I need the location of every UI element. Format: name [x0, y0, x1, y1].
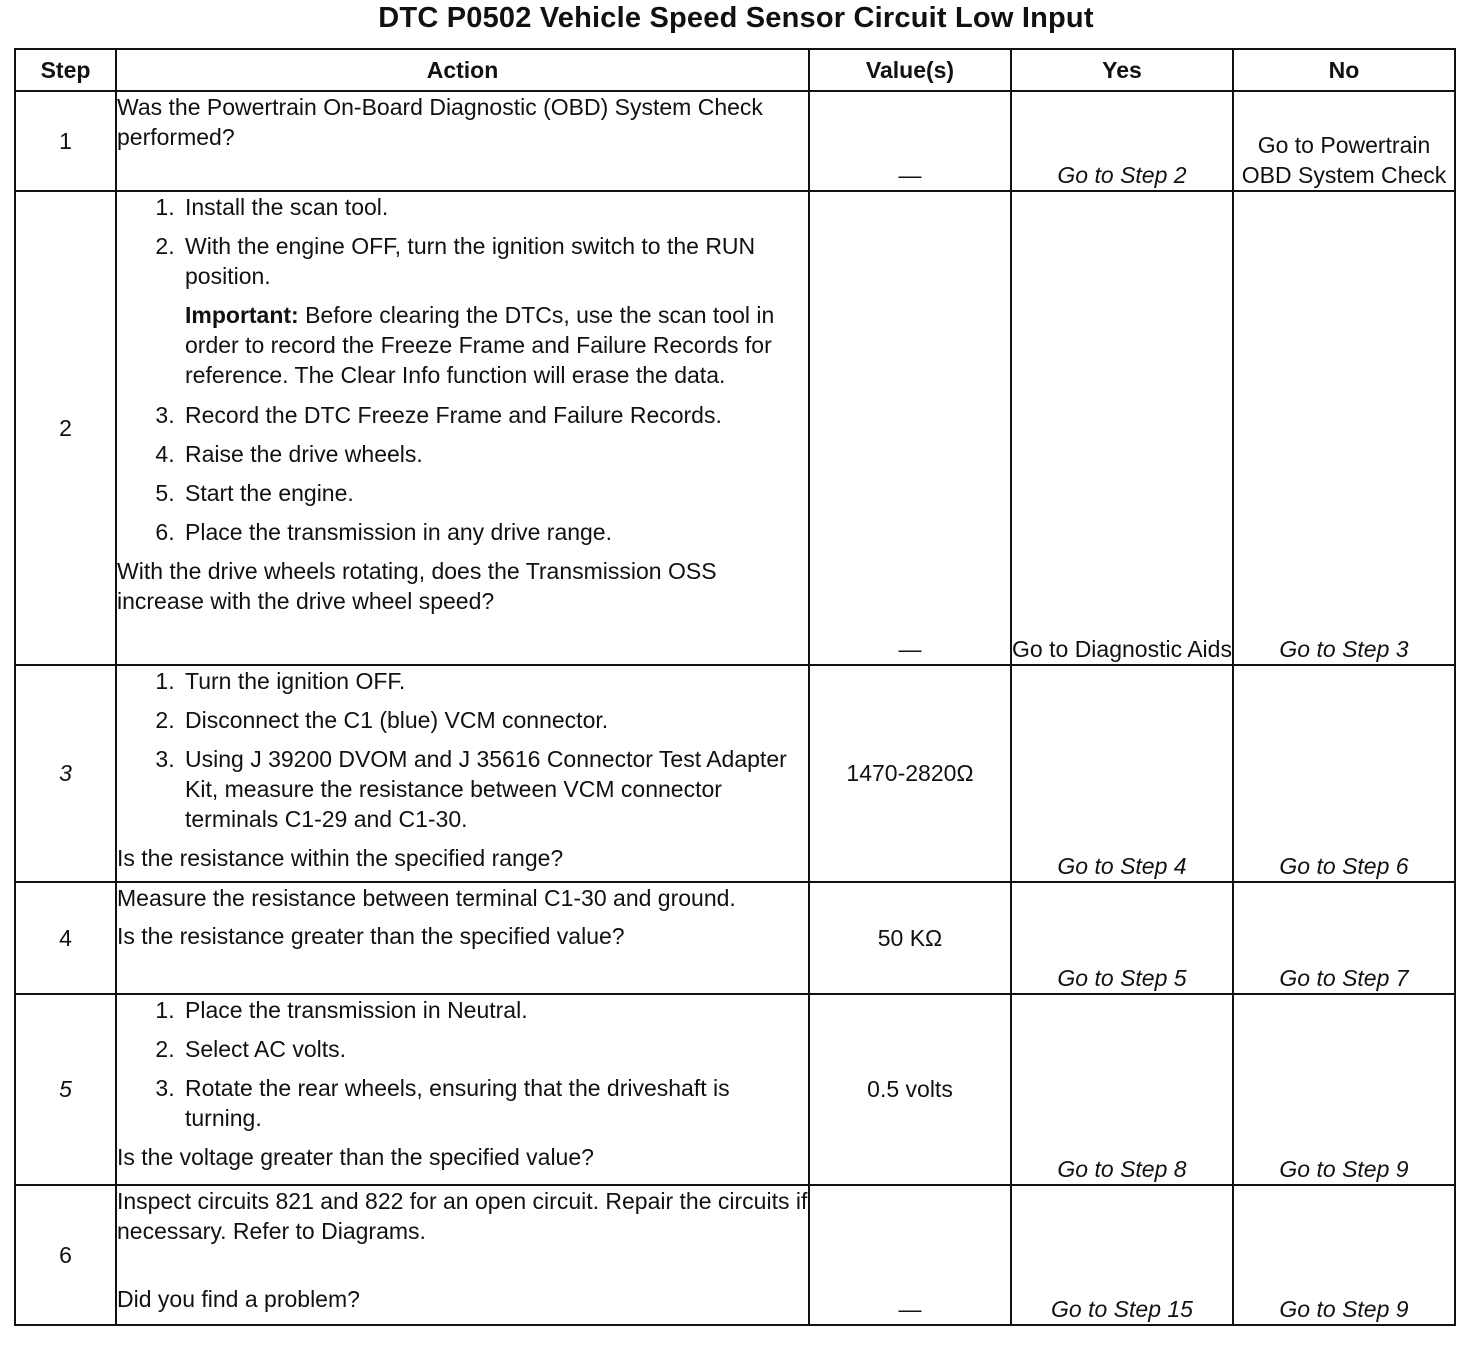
yes-cell: Go to Step 8: [1011, 994, 1233, 1185]
action-question: Is the resistance within the specified range?: [117, 844, 564, 871]
action-cell: [116, 91, 809, 191]
step-number: 2: [15, 191, 116, 665]
action-item: 1. Turn the ignition OFF.: [181, 666, 808, 696]
action-cell: [116, 191, 809, 665]
value-cell: 50 KΩ: [809, 882, 1011, 994]
action-item: 2. Select AC volts.: [181, 1034, 808, 1064]
table-row: [15, 665, 1455, 882]
no-cell: Go to Step 9: [1233, 994, 1455, 1185]
action-cell: [116, 1185, 809, 1326]
value-cell: —: [809, 91, 1011, 191]
value-cell: —: [809, 1185, 1011, 1326]
no-cell: Go to Step 7: [1233, 882, 1455, 994]
no-cell: Go to Step 6: [1233, 665, 1455, 882]
action-item: 2. Disconnect the C1 (blue) VCM connector.: [181, 705, 808, 735]
important-note: [117, 300, 808, 390]
header-action: Action: [116, 49, 809, 91]
action-text: Measure the resistance between terminal C1-30 and ground.: [117, 884, 736, 911]
header-values: Value(s): [809, 49, 1011, 91]
table-row: [15, 91, 1455, 191]
page-title: DTC P0502 Vehicle Speed Sensor Circuit Low Input: [378, 2, 1094, 34]
header-no: No: [1233, 49, 1455, 91]
action-item: 1. Install the scan tool.: [181, 192, 808, 222]
action-item: 4. Raise the drive wheels.: [181, 439, 808, 469]
value-cell: 1470-2820Ω: [809, 665, 1011, 882]
diagnostic-table: [14, 48, 1456, 1326]
action-question: Did you find a problem?: [117, 1285, 360, 1312]
action-item: 5. Start the engine.: [181, 478, 808, 508]
action-list: [117, 995, 808, 1133]
action-text: Was the Powertrain On-Board Diagnostic (OBD) System Check performed?: [117, 94, 763, 150]
action-list: [117, 400, 808, 547]
action-item: 2. With the engine OFF, turn the ignition switch to the RUN position.: [181, 231, 808, 291]
step-number: 5: [15, 994, 116, 1185]
no-cell: Go to Step 9: [1233, 1185, 1455, 1326]
action-cell: [116, 994, 809, 1185]
table-row: [15, 1185, 1455, 1326]
no-cell: Go to Powertrain OBD System Check: [1233, 91, 1455, 191]
action-item: 1. Place the transmission in Neutral.: [181, 995, 808, 1025]
action-question: With the drive wheels rotating, does the Transmission OSS increase with the drive wheel speed?: [117, 558, 717, 615]
action-item: 3. Using J 39200 DVOM and J 35616 Connector Test Adapter Kit, measure the resistance between VCM connector terminals C1-29 and C1-30.: [181, 744, 808, 834]
action-item: 6. Place the transmission in any drive range.: [181, 517, 808, 547]
value-cell: —: [809, 191, 1011, 665]
step-number: 4: [15, 882, 116, 994]
action-cell: [116, 882, 809, 994]
step-number: 3: [15, 665, 116, 882]
action-question: Is the voltage greater than the specified value?: [117, 1143, 594, 1170]
table-row: [15, 994, 1455, 1185]
yes-cell: Go to Step 4: [1011, 665, 1233, 882]
action-list: [117, 666, 808, 834]
important-text: Before clearing the DTCs, use the scan tool in order to record the Freeze Frame and Failure Records for reference. The Clear Info function will erase the data.: [185, 302, 775, 389]
yes-cell: Go to Step 5: [1011, 882, 1233, 994]
action-question: Is the resistance greater than the specified value?: [117, 922, 625, 949]
table-row: [15, 191, 1455, 665]
no-cell: Go to Step 3: [1233, 191, 1455, 665]
table-row: [15, 882, 1455, 994]
header-step: Step: [15, 49, 116, 91]
action-item: 3. Rotate the rear wheels, ensuring that the driveshaft is turning.: [181, 1073, 808, 1133]
action-list: [117, 192, 808, 291]
yes-cell: Go to Step 2: [1011, 91, 1233, 191]
header-yes: Yes: [1011, 49, 1233, 91]
action-text: Inspect circuits 821 and 822 for an open circuit. Repair the circuits if necessary. Refer to Diagrams.: [117, 1187, 808, 1244]
step-number: 6: [15, 1185, 116, 1326]
yes-cell: Go to Step 15: [1011, 1185, 1233, 1326]
value-cell: 0.5 volts: [809, 994, 1011, 1185]
step-number: 1: [15, 91, 116, 191]
action-cell: [116, 665, 809, 882]
action-item: 3. Record the DTC Freeze Frame and Failure Records.: [181, 400, 808, 430]
header-row: [15, 49, 1455, 91]
yes-cell: Go to Diagnostic Aids: [1011, 191, 1233, 665]
important-label: Important:: [185, 302, 299, 329]
